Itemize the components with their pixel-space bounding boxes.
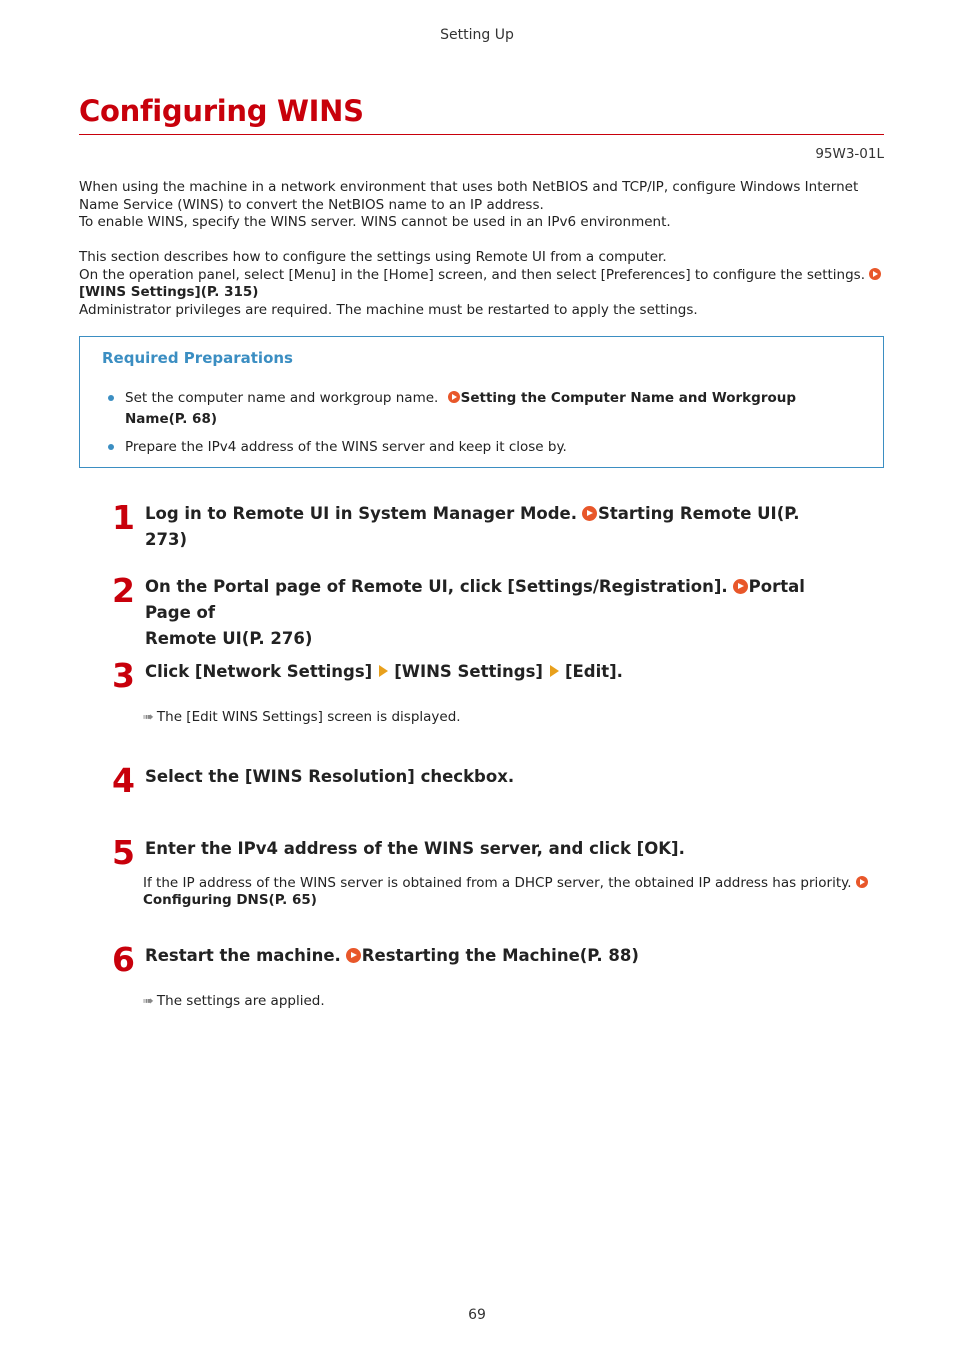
required-preparations-box — [79, 336, 884, 468]
bullet-icon — [108, 395, 114, 401]
intro-text: When using the machine in a network environment that uses both NetBIOS and TCP/IP, configure Windows Internet — [79, 179, 859, 195]
result-text: The settings are applied. — [156, 993, 325, 1009]
intro-text: On the operation panel, select [Menu] in the [Home] screen, and then select [Preferences] to configure the settings. — [79, 266, 866, 283]
link-arrow-icon — [448, 391, 460, 403]
step-text: On the Portal page of Remote UI, click [Settings/Registration]. — [145, 577, 728, 596]
intro-paragraph-1 — [79, 179, 884, 232]
link-arrow-icon — [346, 948, 361, 963]
step-text: Click [Network Settings] — [145, 662, 373, 681]
preparation-text: Prepare the IPv4 address of the WINS server and keep it close by. — [125, 439, 567, 455]
computer-name-link-page[interactable]: Name(P. 68) — [125, 411, 218, 427]
intro-text: To enable WINS, specify the WINS server. WINS cannot be used in an IPv6 environment. — [79, 214, 671, 230]
preparation-item — [125, 437, 865, 458]
step-instruction — [145, 574, 845, 652]
document-id: 95W3-01L — [815, 146, 884, 162]
link-arrow-icon — [869, 268, 881, 280]
step-instruction — [145, 943, 845, 969]
preparation-text: Set the computer name and workgroup name. — [125, 390, 439, 406]
intro-paragraph-2 — [79, 249, 884, 319]
bullet-icon — [108, 444, 114, 450]
page-header: Setting Up — [440, 27, 514, 43]
title-divider — [79, 134, 884, 135]
portal-page-link-page[interactable]: Remote UI(P. 276) — [145, 629, 313, 648]
result-text: The [Edit WINS Settings] screen is displayed. — [156, 709, 461, 725]
portal-page-link[interactable]: Portal Page of — [145, 577, 805, 622]
arrow-right-icon — [379, 665, 388, 677]
intro-text: Administrator privileges are required. The machine must be restarted to apply the settings. — [79, 301, 698, 318]
step-result — [143, 709, 461, 725]
step-number: 3 — [112, 656, 135, 695]
step-text: Restart the machine. — [145, 946, 341, 965]
step-number: 1 — [112, 498, 135, 537]
starting-remote-ui-link[interactable]: Starting Remote UI(P. 273) — [145, 504, 800, 549]
result-arrow-icon: ➠ — [143, 994, 154, 1009]
step-instruction — [145, 501, 845, 553]
step-instruction — [145, 659, 845, 685]
computer-name-link[interactable]: Setting the Computer Name and Workgroup — [460, 390, 797, 406]
preparation-item — [125, 388, 865, 430]
step-note — [143, 875, 883, 909]
step-number: 4 — [112, 761, 135, 800]
link-arrow-icon — [733, 579, 748, 594]
restarting-machine-link[interactable]: Restarting the Machine(P. 88) — [361, 946, 639, 965]
intro-text: Name Service (WINS) to convert the NetBIOS name to an IP address. — [79, 196, 544, 213]
page-title: Configuring WINS — [79, 94, 364, 128]
link-arrow-icon — [582, 506, 597, 521]
step-result — [143, 993, 325, 1009]
step-instruction: Enter the IPv4 address of the WINS server, and click [OK]. — [145, 839, 685, 858]
step-number: 6 — [112, 940, 135, 979]
note-text: If the IP address of the WINS server is obtained from a DHCP server, the obtained IP address has priority. — [143, 875, 852, 891]
arrow-right-icon — [550, 665, 559, 677]
step-text: [WINS Settings] — [394, 662, 543, 681]
intro-text: This section describes how to configure the settings using Remote UI from a computer. — [79, 249, 667, 265]
step-text: [Edit]. — [564, 662, 623, 681]
wins-settings-link[interactable]: [WINS Settings](P. 315) — [79, 284, 259, 300]
page-number: 69 — [468, 1307, 486, 1323]
configuring-dns-link[interactable]: Configuring DNS(P. 65) — [143, 892, 317, 908]
link-arrow-icon — [856, 876, 868, 888]
step-instruction: Select the [WINS Resolution] checkbox. — [145, 767, 515, 786]
preparations-title: Required Preparations — [102, 349, 293, 367]
result-arrow-icon: ➠ — [143, 710, 154, 725]
step-text: Log in to Remote UI in System Manager Mode. — [145, 504, 578, 523]
step-number: 2 — [112, 571, 135, 610]
step-number: 5 — [112, 833, 135, 872]
